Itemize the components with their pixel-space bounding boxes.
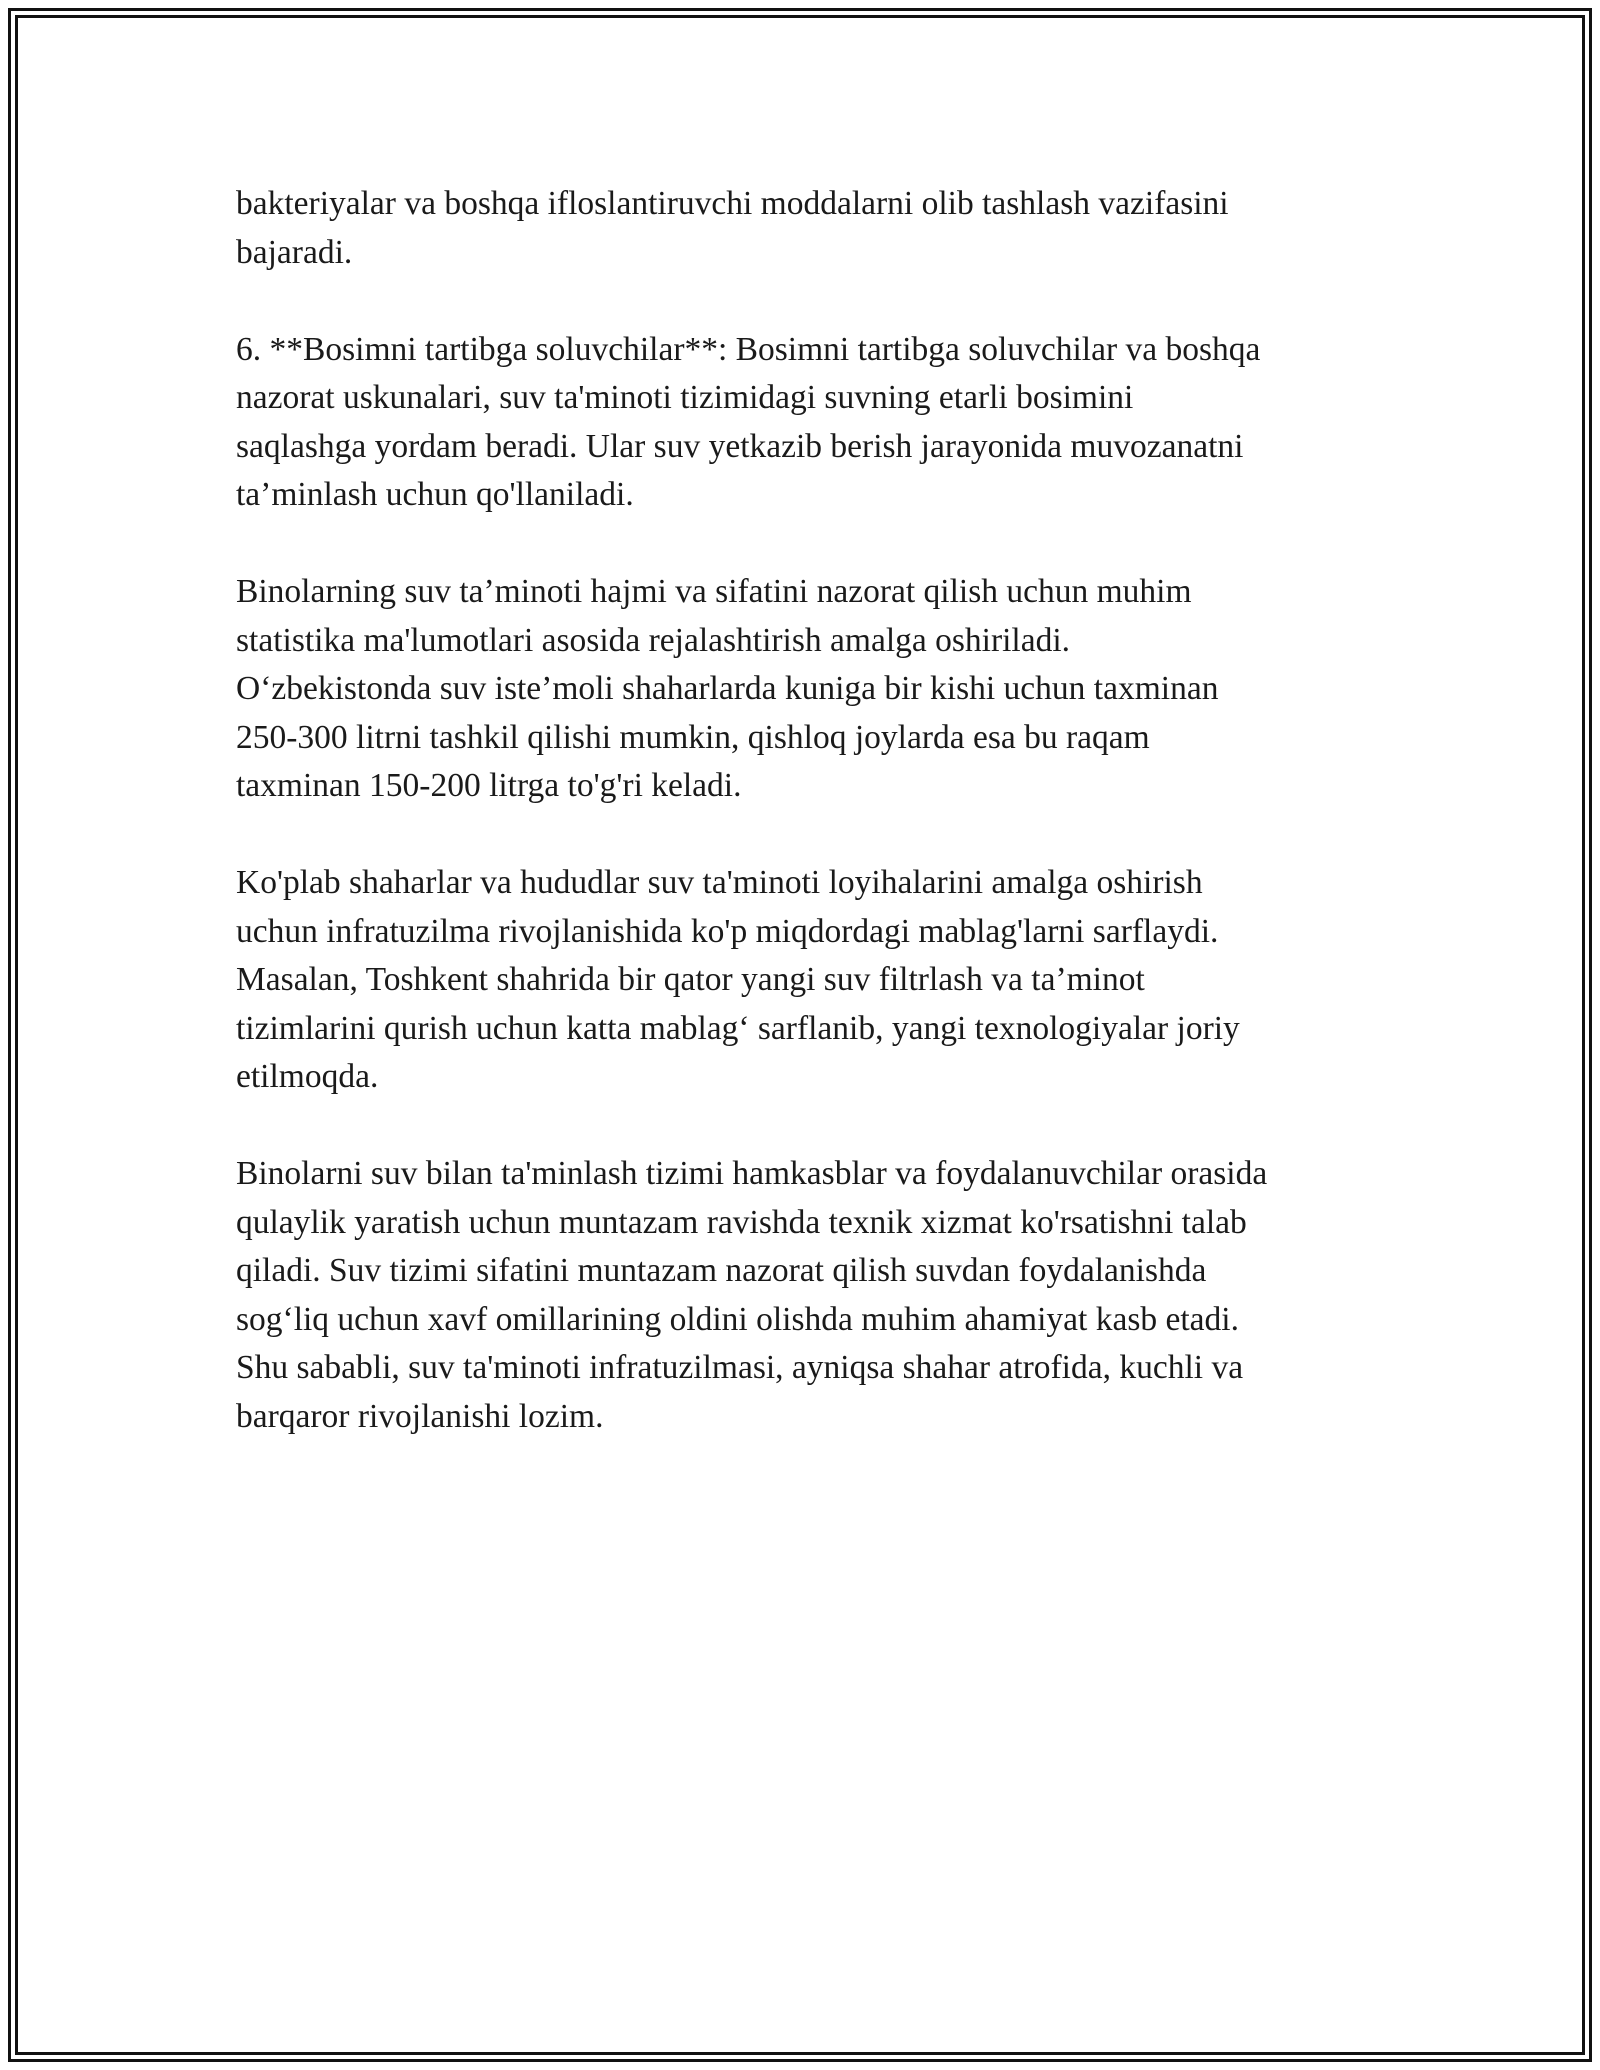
text-line: barqaror rivojlanishi lozim.: [236, 1397, 604, 1435]
paragraph-5: [236, 1150, 1366, 1441]
text-line: etilmoqda.: [236, 1058, 379, 1095]
text-line: Binolarni suv bilan ta'minlash tizimi hamkasblar va foydalanuvchilar orasida: [236, 1155, 1268, 1192]
text-line: saqlashga yordam beradi. Ular suv yetkazib berish jarayonida muvozanatni: [236, 427, 1244, 465]
document-body: [236, 180, 1366, 1490]
paragraph-1: [236, 180, 1366, 277]
paragraph-4: [236, 859, 1366, 1102]
text-line: ta’minlash uchun qo'llaniladi.: [236, 476, 634, 513]
text-line: bakteriyalar va boshqa ifloslantiruvchi moddalarni olib tashlash vazifasini: [236, 185, 1229, 222]
text-line: tizimlarini qurish uchun katta mablag‘ sarflanib, yangi texnologiyalar joriy: [236, 1009, 1240, 1047]
text-line: uchun infratuzilma rivojlanishida ko'p miqdordagi mablag'larni sarflaydi.: [236, 912, 1219, 950]
text-line: sog‘liq uchun xavf omillarining oldini olishda muhim ahamiyat kasb etadi.: [236, 1300, 1239, 1338]
text-line: nazorat uskunalari, suv ta'minoti tizimidagi suvning etarli bosimini: [236, 379, 1134, 416]
text-line: taxminan 150-200 litrga to'g'ri keladi.: [236, 767, 742, 804]
text-line: Masalan, Toshkent shahrida bir qator yangi suv filtrlash va ta’minot: [236, 961, 1145, 998]
text-line: Ko'plab shaharlar va hududlar suv ta'minoti loyihalarini amalga oshirish: [236, 864, 1203, 901]
text-line: bajaradi.: [236, 233, 353, 271]
text-line: Binolarning suv ta’minoti hajmi va sifatini nazorat qilish uchun muhim: [236, 573, 1192, 610]
paragraph-2: [236, 326, 1366, 520]
text-line: O‘zbekistonda suv iste’moli shaharlarda kuniga bir kishi uchun taxminan: [236, 670, 1219, 707]
text-line: qiladi. Suv tizimi sifatini muntazam nazorat qilish suvdan foydalanishda: [236, 1252, 1207, 1289]
text-line: qulaylik yaratish uchun muntazam ravishda texnik xizmat ko'rsatishni talab: [236, 1203, 1247, 1241]
paragraph-3: [236, 568, 1366, 811]
text-line: Shu sababli, suv ta'minoti infratuzilmasi, ayniqsa shahar atrofida, kuchli va: [236, 1349, 1244, 1386]
text-line: 6. **Bosimni tartibga soluvchilar**: Bosimni tartibga soluvchilar va boshqa: [236, 330, 1261, 368]
text-line: statistika ma'lumotlari asosida rejalashtirish amalga oshiriladi.: [236, 621, 1071, 659]
text-line: 250-300 litrni tashkil qilishi mumkin, qishloq joylarda esa bu raqam: [236, 718, 1150, 756]
